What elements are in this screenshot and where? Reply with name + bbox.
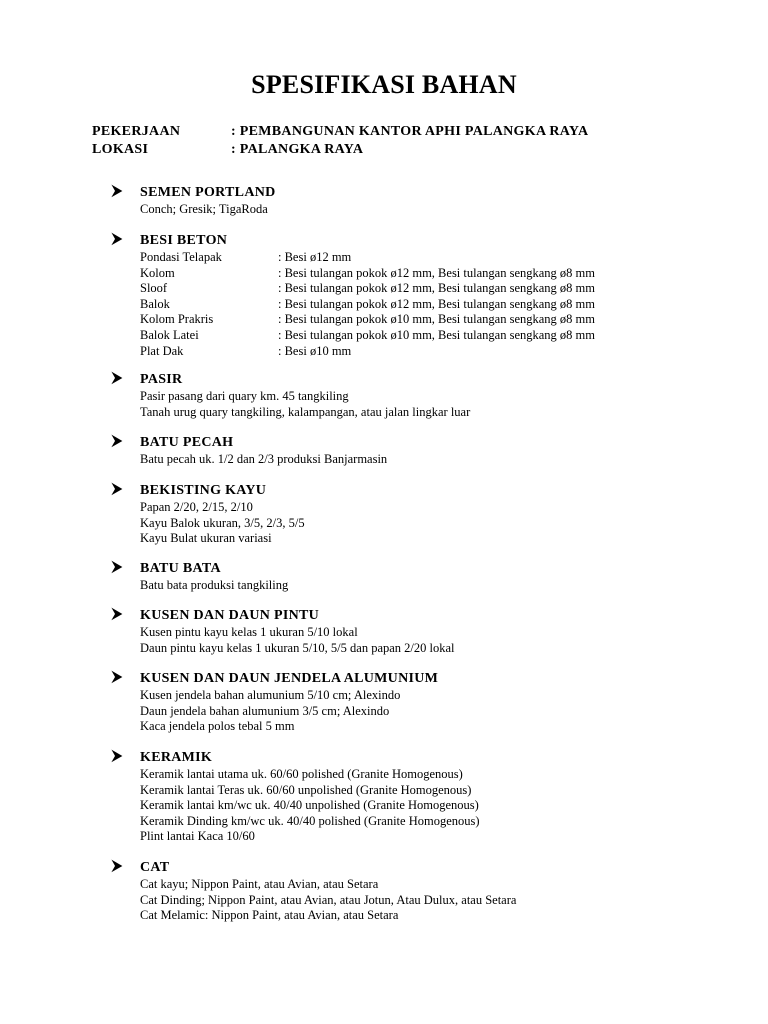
- section-line: Kayu Bulat ukuran variasi: [140, 531, 272, 546]
- section-heading: PASIR: [140, 372, 183, 387]
- arrow-bullet-icon: ⮞: [112, 232, 123, 247]
- section-bekisting-kayu: [112, 483, 752, 547]
- arrow-bullet-icon: ⮞: [112, 749, 123, 764]
- section-heading: BEKISTING KAYU: [140, 483, 267, 498]
- section-line: Papan 2/20, 2/15, 2/10: [140, 500, 253, 514]
- arrow-bullet-icon: ⮞: [112, 859, 123, 874]
- spec-value: : Besi ø12 mm: [278, 250, 352, 264]
- section-line: Kusen pintu kayu kelas 1 ukuran 5/10 lokal: [140, 625, 358, 639]
- section-line: Pasir pasang dari quary km. 45 tangkiling: [140, 389, 349, 403]
- spec-value: : Besi tulangan pokok ø12 mm, Besi tulangan sengkang ø8 mm: [278, 281, 595, 296]
- meta-value: : PALANGKA RAYA: [231, 142, 364, 157]
- section-cat: [112, 860, 752, 924]
- section-batu-pecah: [112, 435, 752, 468]
- section-line: Conch; Gresik; TigaRoda: [140, 202, 268, 216]
- spec-key: Pondasi Telapak: [140, 250, 222, 264]
- section-pasir: [112, 372, 752, 420]
- section-heading: SEMEN PORTLAND: [140, 185, 276, 200]
- meta-label: LOKASI: [92, 142, 149, 157]
- section-line: Keramik lantai utama uk. 60/60 polished (Granite Homogenous): [140, 767, 463, 781]
- spec-row: [140, 328, 752, 344]
- section-line: Cat kayu; Nippon Paint, atau Avian, atau Setara: [140, 877, 379, 891]
- spec-row: [140, 344, 752, 360]
- section-line: Cat Dinding; Nippon Paint, atau Avian, atau Jotun, Atau Dulux, atau Setara: [140, 892, 517, 907]
- arrow-bullet-icon: ⮞: [112, 482, 123, 497]
- spec-value: : Besi tulangan pokok ø12 mm, Besi tulangan sengkang ø8 mm: [278, 296, 595, 311]
- spec-key: Plat Dak: [140, 343, 184, 358]
- spec-value: : Besi tulangan pokok ø10 mm, Besi tulangan sengkang ø8 mm: [278, 327, 595, 342]
- section-heading: CAT: [140, 860, 170, 875]
- spec-row: [140, 312, 752, 328]
- spec-row: [140, 281, 752, 297]
- section-line: Batu pecah uk. 1/2 dan 2/3 produksi Banjarmasin: [140, 452, 388, 466]
- arrow-bullet-icon: ⮞: [112, 560, 123, 575]
- spec-value: : Besi tulangan pokok ø10 mm, Besi tulangan sengkang ø8 mm: [278, 312, 595, 327]
- section-heading: KERAMIK: [140, 750, 213, 765]
- section-line: Keramik Dinding km/wc uk. 40/40 polished (Granite Homogenous): [140, 813, 480, 828]
- arrow-bullet-icon: ⮞: [112, 670, 123, 685]
- section-line: Plint lantai Kaca 10/60: [140, 829, 255, 844]
- section-heading: KUSEN DAN DAUN JENDELA ALUMUNIUM: [140, 671, 439, 686]
- section-besi-beton: [112, 233, 752, 359]
- section-line: Daun jendela bahan alumunium 3/5 cm; Alexindo: [140, 703, 390, 718]
- section-line: Kusen jendela bahan alumunium 5/10 cm; Alexindo: [140, 688, 401, 702]
- section-line: Kayu Balok ukuran, 3/5, 2/3, 5/5: [140, 515, 305, 530]
- spec-key: Kolom: [140, 265, 175, 280]
- meta-value: : PEMBANGUNAN KANTOR APHI PALANGKA RAYA: [231, 124, 589, 139]
- spec-row: [140, 250, 752, 266]
- section-keramik: [112, 750, 752, 845]
- spec-value: : Besi tulangan pokok ø12 mm, Besi tulangan sengkang ø8 mm: [278, 265, 595, 280]
- spec-row: [140, 297, 752, 313]
- spec-key: Balok Latei: [140, 327, 199, 342]
- section-semen-portland: [112, 185, 752, 218]
- spec-key: Balok: [140, 296, 170, 311]
- arrow-bullet-icon: ⮞: [112, 607, 123, 622]
- spec-value: : Besi ø10 mm: [278, 343, 352, 358]
- meta-label: PEKERJAAN: [92, 124, 181, 139]
- section-kusen-jendela: [112, 671, 752, 735]
- arrow-bullet-icon: ⮞: [112, 434, 123, 449]
- section-line: Daun pintu kayu kelas 1 ukuran 5/10, 5/5 dan papan 2/20 lokal: [140, 640, 455, 655]
- arrow-bullet-icon: ⮞: [112, 371, 123, 386]
- section-heading: KUSEN DAN DAUN PINTU: [140, 608, 320, 623]
- arrow-bullet-icon: ⮞: [112, 184, 123, 199]
- section-line: Kaca jendela polos tebal 5 mm: [140, 719, 295, 734]
- section-kusen-pintu: [112, 608, 752, 656]
- section-heading: BATU PECAH: [140, 435, 234, 450]
- section-line: Keramik lantai km/wc uk. 40/40 unpolished (Granite Homogenous): [140, 798, 479, 813]
- section-line: Keramik lantai Teras uk. 60/60 unpolished (Granite Homogenous): [140, 782, 472, 797]
- section-heading: BESI BETON: [140, 233, 228, 248]
- section-line: Batu bata produksi tangkiling: [140, 578, 289, 592]
- spec-row: [140, 266, 752, 282]
- document-title: SPESIFIKASI BAHAN: [251, 70, 517, 99]
- spec-key: Kolom Prakris: [140, 312, 214, 327]
- section-heading: BATU BATA: [140, 561, 221, 576]
- section-batu-bata: [112, 561, 752, 594]
- section-line: Cat Melamic: Nippon Paint, atau Avian, atau Setara: [140, 908, 399, 923]
- spec-key: Sloof: [140, 281, 168, 296]
- section-line: Tanah urug quary tangkiling, kalampangan, atau jalan lingkar luar: [140, 404, 471, 419]
